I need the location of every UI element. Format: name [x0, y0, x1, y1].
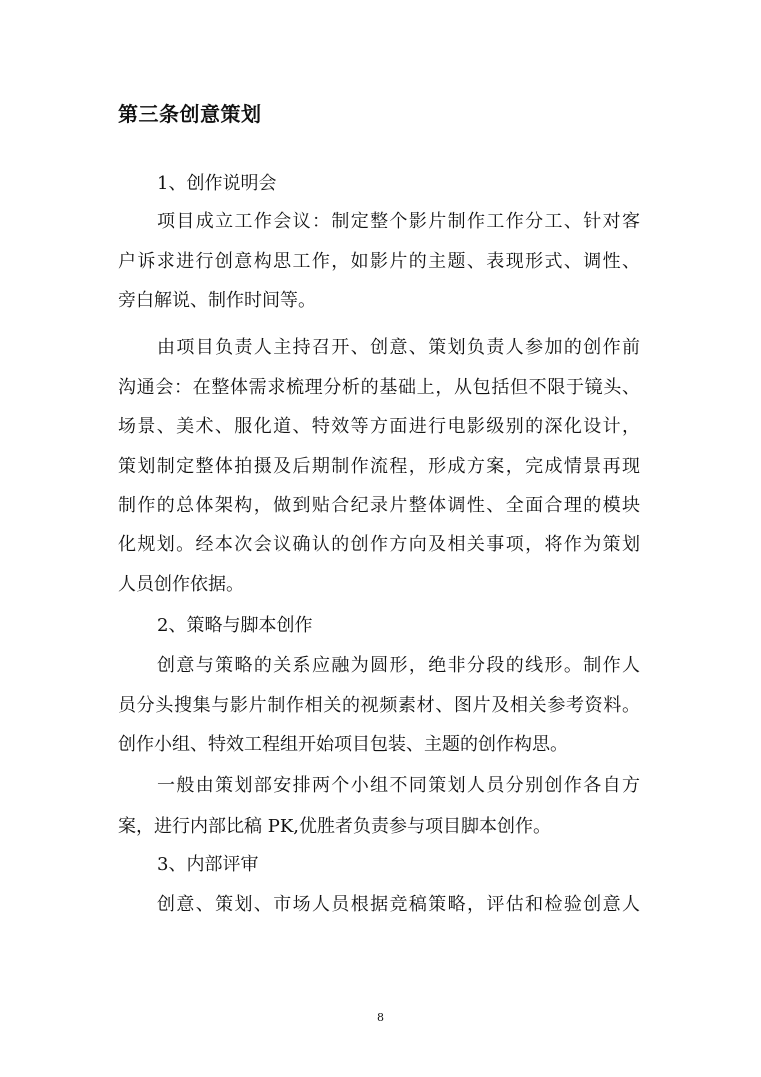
text-line: 人员创作依据。: [118, 574, 244, 595]
text-line: 由项目负责人主持召开、创意、策划负责人参加的创作前: [157, 337, 640, 358]
section-title: 第三条创意策划: [118, 102, 262, 126]
text-line: 一般由策划部安排两个小组不同策划人员分别创作各自方: [157, 775, 640, 796]
text-line: 创作小组、特效工程组开始项目包装、主题的创作构思。: [118, 734, 568, 755]
text-line: 1、创作说明会: [157, 173, 277, 194]
text-line: 2、策略与脚本创作: [157, 615, 313, 636]
text-line: 项目成立工作会议：制定整个影片制作工作分工、针对客: [157, 211, 640, 232]
text-line: 案，进行内部比稿 PK,优胜者负责参与项目脚本创作。: [118, 816, 551, 837]
text-line: 化规划。经本次会议确认的创作方向及相关事项，将作为策划: [118, 534, 640, 555]
text-line: 员分头搜集与影片制作相关的视频素材、图片及相关参考资料。: [118, 695, 640, 716]
text-line: 沟通会：在整体需求梳理分析的基础上，从包括但不限于镜头、: [118, 377, 640, 398]
text-line: 策划制定整体拍摄及后期制作流程，形成方案，完成情景再现: [118, 456, 640, 477]
text-line: 旁白解说、制作时间等。: [118, 290, 316, 311]
text-line: 制作的总体架构，做到贴合纪录片整体调性、全面合理的模块: [118, 495, 640, 516]
text-line: 创意、策划、市场人员根据竞稿策略，评估和检验创意人: [157, 894, 640, 915]
text-line: 户诉求进行创意构思工作，如影片的主题、表现形式、调性、: [118, 251, 640, 272]
text-line: 创意与策略的关系应融为圆形，绝非分段的线形。制作人: [157, 655, 640, 676]
page-number: 8: [377, 1011, 384, 1024]
text-line: 3、内部评审: [157, 854, 259, 875]
text-line: 场景、美术、服化道、特效等方面进行电影级别的深化设计，: [118, 416, 640, 437]
